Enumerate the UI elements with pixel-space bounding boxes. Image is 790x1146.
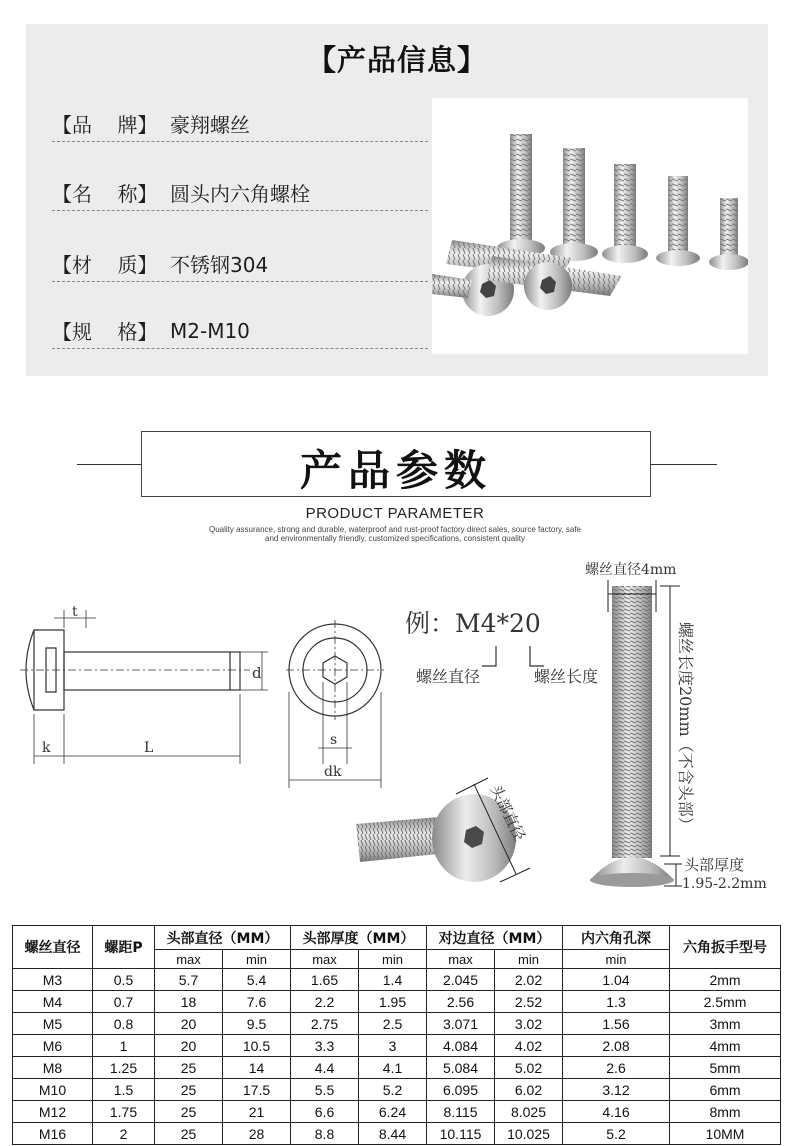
table-cell: 1.56 — [563, 1013, 670, 1035]
table-cell: 6mm — [670, 1079, 781, 1101]
label-head-thickness-value: 1.95-2.2mm — [682, 876, 767, 892]
table-cell: 5mm — [670, 1057, 781, 1079]
header-head-diameter: 头部直径（MM） — [155, 926, 291, 950]
table-cell: 20 — [155, 1013, 223, 1035]
table-cell: M12 — [13, 1101, 93, 1123]
section-title: 产品参数 — [299, 446, 492, 495]
info-row-material — [52, 246, 428, 282]
table-cell: 1.95 — [359, 991, 427, 1013]
table-cell: 4.1 — [359, 1057, 427, 1079]
spec-label-a: 【规 — [52, 320, 92, 344]
header-thread-diameter: 螺丝直径 — [13, 926, 93, 969]
table-cell: 20 — [155, 1035, 223, 1057]
spec-label-b: 格】 — [117, 320, 158, 344]
sub-min: min — [495, 950, 563, 969]
tilted-bolt-photo — [356, 794, 516, 882]
table-cell: M3 — [13, 969, 93, 991]
table-cell: 18 — [155, 991, 223, 1013]
brand-label-a: 【品 — [52, 113, 92, 137]
table-cell: 5.7 — [155, 969, 223, 991]
table-cell: 8.44 — [359, 1123, 427, 1145]
table-cell: 2.75 — [291, 1013, 359, 1035]
sub-max: max — [155, 950, 223, 969]
label-head-thickness: 头部厚度 — [684, 856, 745, 874]
table-cell: 21 — [223, 1101, 291, 1123]
table-cell: 2.52 — [495, 991, 563, 1013]
table-cell: 3.02 — [495, 1013, 563, 1035]
bolt-diagram — [0, 552, 790, 912]
description-line-2: and environmentally friendly, customized specifications, consistent quality — [265, 534, 525, 543]
table-cell: M10 — [13, 1079, 93, 1101]
info-row-brand — [52, 106, 428, 142]
brand-label-b: 牌】 — [117, 113, 158, 137]
section-title-box — [141, 431, 651, 497]
dim-d: d — [252, 664, 262, 682]
dim-L: L — [144, 740, 154, 756]
table-cell: 6.095 — [427, 1079, 495, 1101]
dim-t: t — [72, 604, 78, 620]
table-cell: M4 — [13, 991, 93, 1013]
table-row — [13, 991, 781, 1013]
table-cell: 5.02 — [495, 1057, 563, 1079]
table-cell: 5.4 — [223, 969, 291, 991]
table-row — [13, 969, 781, 991]
sub-max: max — [427, 950, 495, 969]
table-cell: 8.8 — [291, 1123, 359, 1145]
header-head-thickness: 头部厚度（MM） — [291, 926, 427, 950]
header-across-flats: 对边直径（MM） — [427, 926, 563, 950]
table-cell: 1.75 — [93, 1101, 155, 1123]
label-head-diameter: 头部直径 — [486, 781, 529, 844]
table-cell: M8 — [13, 1057, 93, 1079]
table-cell: 4mm — [670, 1035, 781, 1057]
table-cell: 4.4 — [291, 1057, 359, 1079]
table-cell: 2.5mm — [670, 991, 781, 1013]
table-cell: 3mm — [670, 1013, 781, 1035]
table-cell: 1.04 — [563, 969, 670, 991]
table-cell: 0.8 — [93, 1013, 155, 1035]
table-cell: 8.115 — [427, 1101, 495, 1123]
description-line-1: Quality assurance, strong and durable, waterproof and rust-proof factory direct sales, source factory, safe — [208, 525, 582, 534]
dim-k: k — [42, 740, 51, 756]
example-label: 例：M4*20 — [405, 609, 541, 638]
table-cell: 2 — [93, 1123, 155, 1145]
name-value: 圆头内六角螺栓 — [170, 182, 310, 206]
spec-value: M2-M10 — [170, 318, 250, 343]
table-cell: 2.2 — [291, 991, 359, 1013]
table-cell: 3 — [359, 1035, 427, 1057]
table-cell: 5.2 — [563, 1123, 670, 1145]
table-cell: 0.5 — [93, 969, 155, 991]
table-cell: 2.02 — [495, 969, 563, 991]
product-info-panel — [26, 24, 768, 376]
example-pointers — [482, 646, 544, 666]
table-row — [13, 1013, 781, 1035]
table-cell: M5 — [13, 1013, 93, 1035]
table-cell: 1 — [93, 1035, 155, 1057]
label-thread-diameter: 螺丝直径 — [416, 667, 481, 686]
table-row — [13, 1123, 781, 1145]
bolts-photo — [432, 98, 748, 354]
dim-s: s — [330, 732, 338, 748]
header-wrench-size: 六角扳手型号 — [670, 926, 781, 969]
info-row-spec — [52, 313, 428, 349]
table-cell: 4.16 — [563, 1101, 670, 1123]
table-cell: M6 — [13, 1035, 93, 1057]
dim-dk: dk — [324, 764, 342, 780]
table-cell: 0.7 — [93, 991, 155, 1013]
section-subtitle: PRODUCT PARAMETER — [305, 505, 485, 522]
table-cell: 7.6 — [223, 991, 291, 1013]
table-cell: 25 — [155, 1123, 223, 1145]
table-cell: 4.084 — [427, 1035, 495, 1057]
name-label-a: 【名 — [52, 182, 92, 206]
label-length-20mm: 螺丝长度20mm（不含头部） — [676, 622, 695, 833]
table-cell: 14 — [223, 1057, 291, 1079]
table-cell: 2mm — [670, 969, 781, 991]
table-cell: 8.025 — [495, 1101, 563, 1123]
table-cell: 25 — [155, 1057, 223, 1079]
table-cell: 2.045 — [427, 969, 495, 991]
table-cell: 5.084 — [427, 1057, 495, 1079]
table-cell: 2.5 — [359, 1013, 427, 1035]
table-cell: 25 — [155, 1101, 223, 1123]
table-row — [13, 1035, 781, 1057]
material-label-a: 【材 — [52, 253, 92, 277]
table-cell: 2.6 — [563, 1057, 670, 1079]
sub-max: max — [291, 950, 359, 969]
spec-table — [12, 925, 781, 1145]
table-cell: 10.5 — [223, 1035, 291, 1057]
table-row — [13, 1101, 781, 1123]
table-row — [13, 1057, 781, 1079]
table-cell: 6.6 — [291, 1101, 359, 1123]
table-cell: 10.115 — [427, 1123, 495, 1145]
sub-min: min — [223, 950, 291, 969]
table-cell: 2.08 — [563, 1035, 670, 1057]
sub-min: min — [359, 950, 427, 969]
table-cell: 3.12 — [563, 1079, 670, 1101]
table-cell: 6.02 — [495, 1079, 563, 1101]
table-cell: 1.3 — [563, 991, 670, 1013]
table-cell: 17.5 — [223, 1079, 291, 1101]
table-cell: 25 — [155, 1079, 223, 1101]
table-cell: 9.5 — [223, 1013, 291, 1035]
table-cell: 8mm — [670, 1101, 781, 1123]
name-label-b: 称】 — [117, 182, 158, 206]
side-view-drawing — [20, 610, 384, 788]
brand-value: 豪翔螺丝 — [170, 113, 250, 137]
table-cell: M16 — [13, 1123, 93, 1145]
table-cell: 5.5 — [291, 1079, 359, 1101]
table-cell: 6.24 — [359, 1101, 427, 1123]
table-cell: 4.02 — [495, 1035, 563, 1057]
table-cell: 10MM — [670, 1123, 781, 1145]
table-cell: 28 — [223, 1123, 291, 1145]
standing-bolt-photo — [590, 586, 674, 887]
info-row-name — [52, 175, 428, 211]
table-cell: 1.4 — [359, 969, 427, 991]
table-cell: 1.25 — [93, 1057, 155, 1079]
table-row — [13, 1079, 781, 1101]
header-hex-depth: 内六角孔深 — [563, 926, 670, 950]
sub-min: min — [563, 950, 670, 969]
table-cell: 1.65 — [291, 969, 359, 991]
section-description — [130, 525, 660, 543]
label-thread-length: 螺丝长度 — [534, 667, 599, 686]
material-label-b: 质】 — [117, 253, 158, 277]
table-cell: 10.025 — [495, 1123, 563, 1145]
table-cell: 3.071 — [427, 1013, 495, 1035]
table-cell: 1.5 — [93, 1079, 155, 1101]
header-pitch: 螺距P — [93, 926, 155, 969]
material-value: 不锈钢304 — [170, 253, 269, 277]
table-cell: 2.56 — [427, 991, 495, 1013]
table-cell: 5.2 — [359, 1079, 427, 1101]
table-cell: 3.3 — [291, 1035, 359, 1057]
info-title: 【产品信息】 — [306, 43, 487, 77]
label-thread-diameter-4mm: 螺丝直径4mm — [585, 562, 677, 578]
